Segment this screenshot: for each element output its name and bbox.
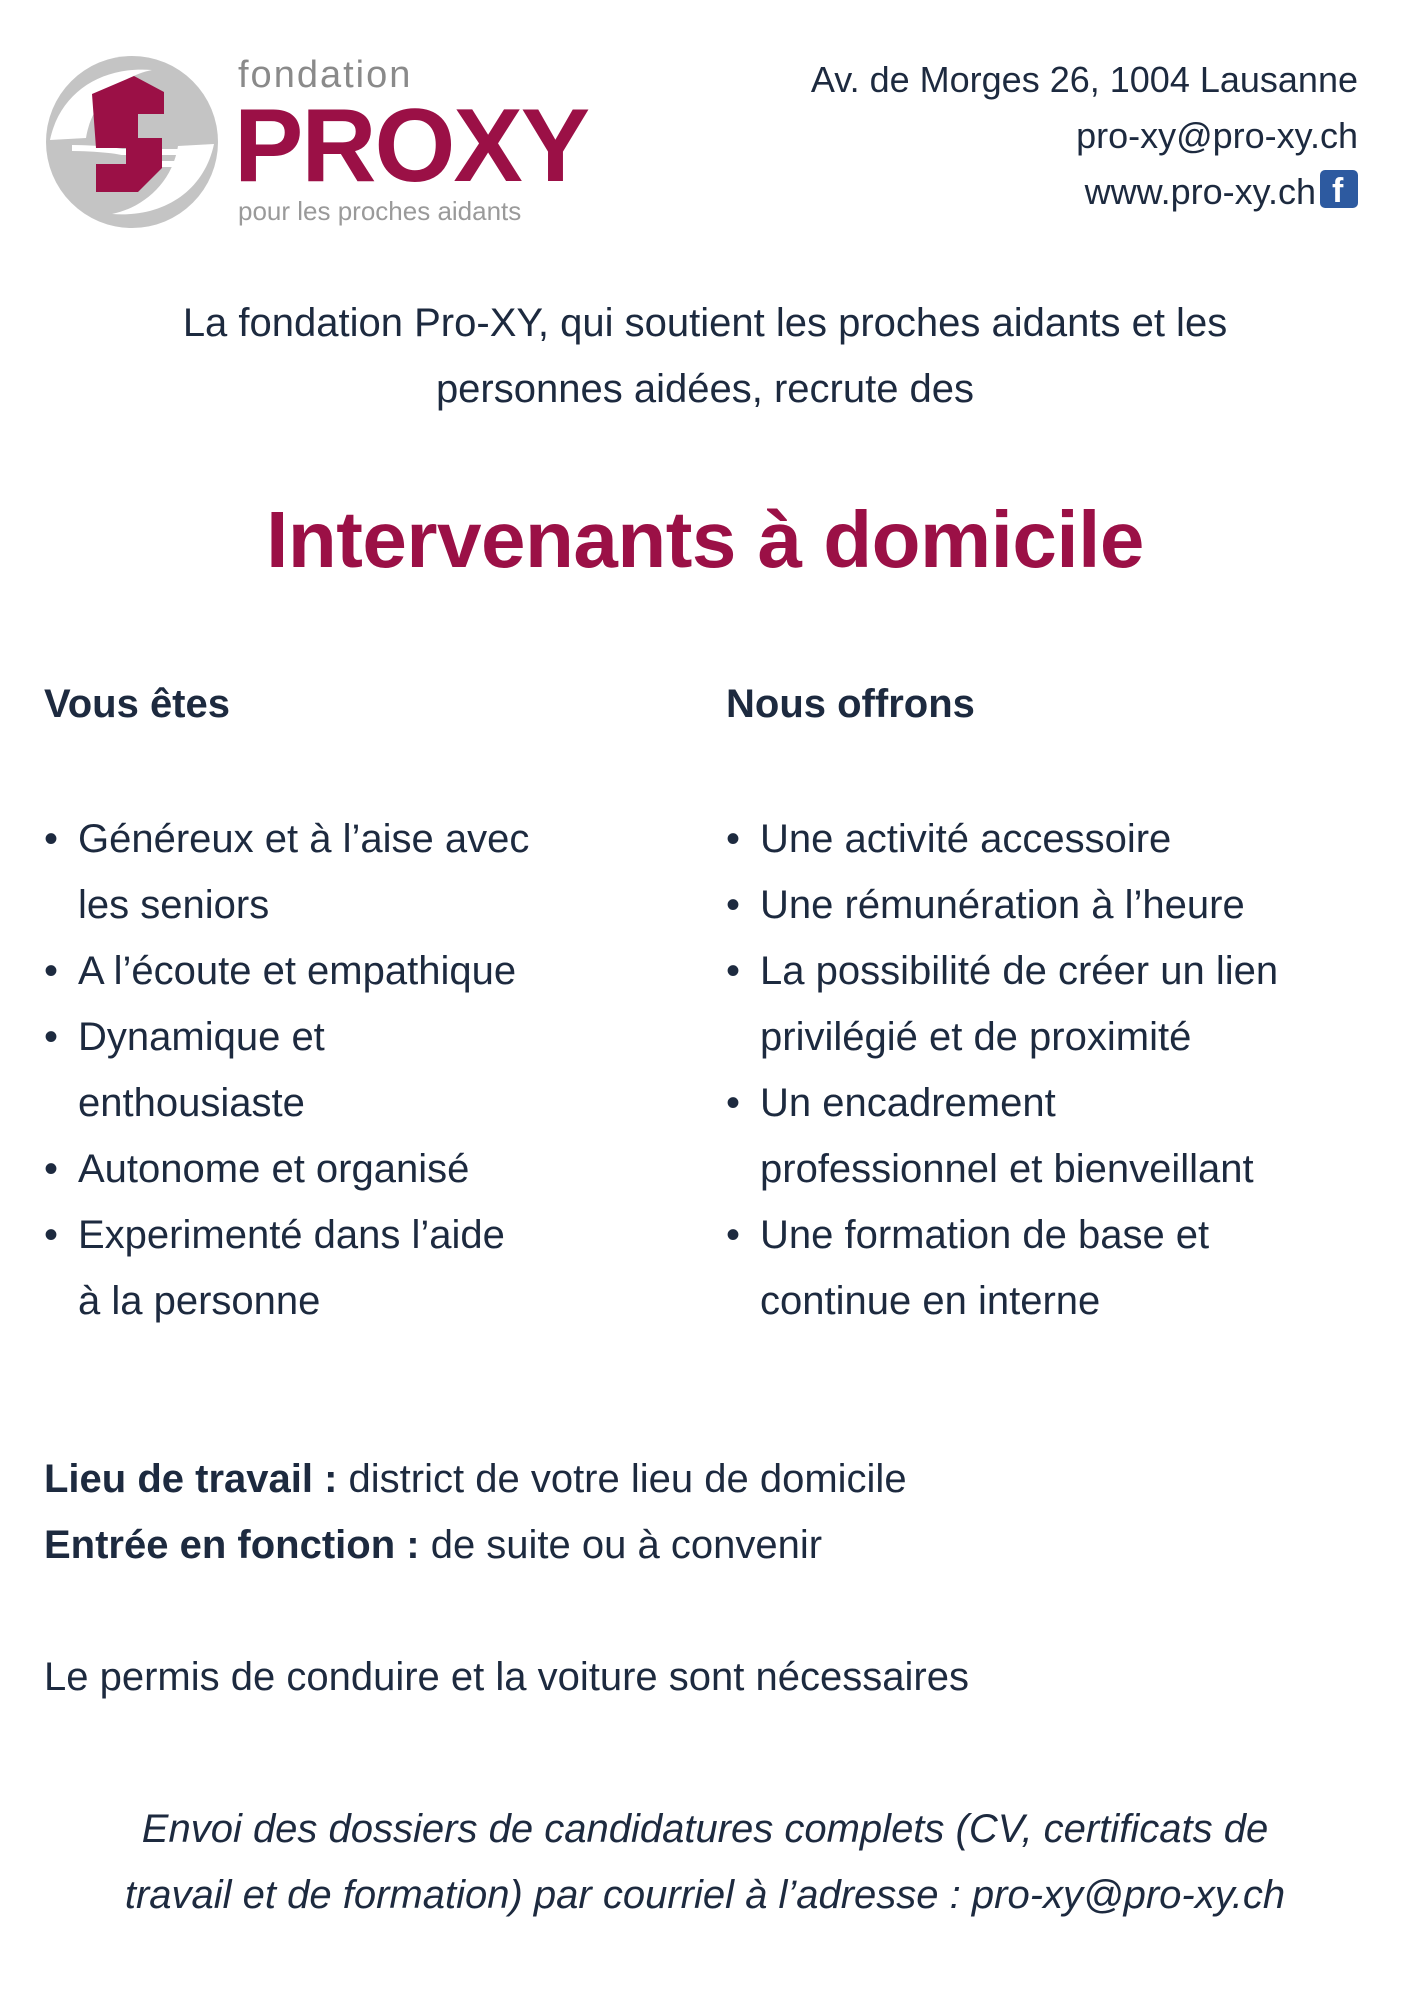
offer-list bbox=[726, 806, 1366, 1334]
logo-tagline: pour les proches aidants bbox=[238, 196, 522, 226]
intro-text bbox=[80, 290, 1330, 422]
list-item bbox=[726, 938, 1366, 1070]
list-item-line: professionnel et bienveillant bbox=[760, 1147, 1254, 1191]
list-item bbox=[44, 806, 684, 938]
list-item-line: • Experimenté dans l’aide bbox=[78, 1213, 505, 1257]
contact-block bbox=[811, 52, 1358, 220]
logo bbox=[42, 52, 602, 232]
logo-fondation-text: fondation bbox=[238, 54, 413, 96]
list-item-line: à la personne bbox=[78, 1279, 321, 1323]
list-item-line: • Généreux et à l’aise avec bbox=[78, 817, 530, 861]
workplace-line bbox=[44, 1446, 907, 1512]
list-item bbox=[726, 806, 1366, 872]
list-item-line: • Une activité accessoire bbox=[760, 817, 1172, 861]
website-line bbox=[811, 164, 1358, 220]
list-item-line: • Dynamique et bbox=[78, 1015, 325, 1059]
profile-list bbox=[44, 806, 684, 1334]
proxy-logo-icon bbox=[42, 52, 222, 232]
intro-line-1: La fondation Pro-XY, qui soutient les proches aidants et les bbox=[182, 301, 1228, 345]
intro-line-2: personnes aidées, recrute des bbox=[435, 367, 975, 411]
application-line-1: Envoi des dossiers de candidatures complets (CV, certificats de bbox=[141, 1807, 1269, 1851]
job-title: Intervenants à domicile bbox=[266, 495, 1144, 584]
list-item-line: les seniors bbox=[78, 883, 270, 927]
application-line-2: travail et de formation) par courriel à l’adresse : pro-xy@pro-xy.ch bbox=[124, 1873, 1286, 1917]
list-item bbox=[726, 1202, 1366, 1334]
facebook-icon[interactable]: f bbox=[1320, 170, 1358, 208]
list-item bbox=[44, 1004, 684, 1136]
list-item-line: • Autonome et organisé bbox=[78, 1147, 470, 1191]
list-item bbox=[44, 1136, 684, 1202]
logo-proxy-text: PROXY bbox=[234, 88, 589, 204]
list-item-line: • Une formation de base et bbox=[760, 1213, 1210, 1257]
application-instructions bbox=[40, 1796, 1370, 1928]
start-label: Entrée en fonction : bbox=[44, 1523, 420, 1567]
offer-heading: Nous offrons bbox=[726, 682, 975, 726]
profile-heading: Vous êtes bbox=[44, 682, 230, 726]
offer-column bbox=[726, 676, 1366, 1334]
list-item-line: • A l’écoute et empathique bbox=[78, 949, 517, 993]
job-details bbox=[44, 1446, 907, 1578]
email-link[interactable]: pro-xy@pro-xy.ch bbox=[1076, 115, 1358, 156]
list-item-line: continue en interne bbox=[760, 1279, 1101, 1323]
list-item bbox=[726, 872, 1366, 938]
list-item-line: enthousiaste bbox=[78, 1081, 305, 1125]
profile-column bbox=[44, 676, 684, 1334]
start-line bbox=[44, 1512, 907, 1578]
workplace-label: Lieu de travail : bbox=[44, 1457, 338, 1501]
start-value: de suite ou à convenir bbox=[419, 1523, 823, 1567]
address: Av. de Morges 26, 1004 Lausanne bbox=[810, 59, 1358, 100]
list-item-line: • Une rémunération à l’heure bbox=[760, 883, 1245, 927]
list-item bbox=[44, 938, 684, 1004]
list-item-line: • Un encadrement bbox=[760, 1081, 1056, 1125]
list-item-line: privilégié et de proximité bbox=[760, 1015, 1192, 1059]
workplace-value: district de votre lieu de domicile bbox=[337, 1457, 907, 1501]
list-item-line: • La possibilité de créer un lien bbox=[760, 949, 1279, 993]
list-item bbox=[44, 1202, 684, 1334]
license-requirement: Le permis de conduire et la voiture sont nécessaires bbox=[44, 1655, 969, 1699]
website-link[interactable]: www.pro-xy.ch bbox=[1084, 171, 1316, 212]
list-item bbox=[726, 1070, 1366, 1202]
